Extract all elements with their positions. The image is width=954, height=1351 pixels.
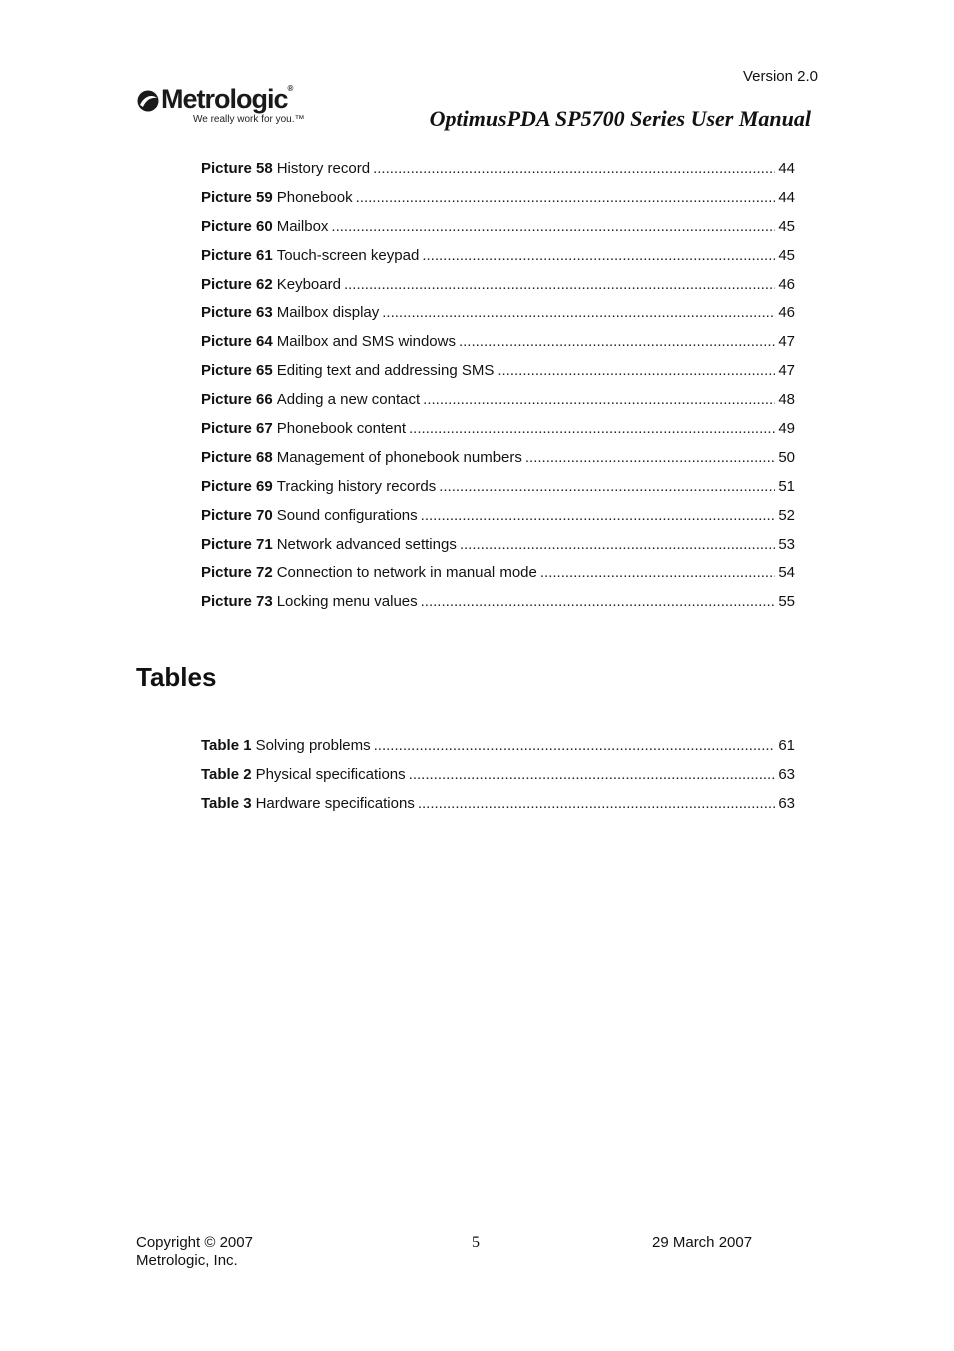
entry-page-number: 46 — [778, 275, 795, 293]
entry-page-number: 48 — [778, 391, 795, 409]
entry-title: Touch-screen keypad — [276, 246, 420, 264]
entry-page-number: 52 — [778, 506, 795, 524]
entry-title: Phonebook content — [276, 420, 406, 438]
copyright-text: Copyright © 2007 — [136, 1234, 253, 1251]
dot-leader — [540, 564, 775, 581]
entry-label: Picture 66 — [201, 391, 273, 409]
dot-leader — [418, 795, 775, 812]
toc-entry[interactable] — [201, 737, 795, 766]
entry-page-number: 53 — [778, 535, 795, 553]
footer-date: 29 March 2007 — [652, 1234, 753, 1251]
toc-entry[interactable] — [201, 449, 795, 478]
manual-title: OptimusPDA SP5700 Series User Manual — [429, 106, 811, 131]
entry-title: Mailbox display — [276, 304, 380, 322]
dot-leader — [374, 737, 776, 754]
entry-label: Picture 72 — [201, 564, 273, 582]
entry-title: Network advanced settings — [276, 535, 457, 553]
toc-entry[interactable] — [201, 247, 795, 276]
entry-title: Mailbox and SMS windows — [276, 333, 456, 351]
entry-page-number: 47 — [778, 333, 795, 351]
toc-entry[interactable] — [201, 564, 795, 593]
tables-heading: Tables — [136, 662, 217, 692]
entry-page-number: 63 — [778, 794, 795, 812]
entry-title: Tracking history records — [276, 477, 437, 495]
toc-entry[interactable] — [201, 189, 795, 218]
entry-page-number: 46 — [778, 304, 795, 322]
entry-label: Table 2 — [201, 765, 252, 783]
entry-title: Keyboard — [276, 275, 341, 293]
logo-wordmark: Metrologic® — [161, 84, 294, 114]
entry-page-number: 44 — [778, 188, 795, 206]
entry-label: Picture 67 — [201, 420, 273, 438]
entry-title: Connection to network in manual mode — [276, 564, 537, 582]
toc-entry[interactable] — [201, 333, 795, 362]
entry-page-number: 63 — [778, 765, 795, 783]
entry-label: Picture 70 — [201, 506, 273, 524]
toc-entry[interactable] — [201, 420, 795, 449]
version-label: Version 2.0 — [742, 68, 818, 85]
entry-label: Picture 64 — [201, 333, 273, 351]
entry-page-number: 45 — [778, 217, 795, 235]
entry-title: Physical specifications — [255, 765, 406, 783]
entry-label: Picture 60 — [201, 217, 273, 235]
entry-label: Picture 69 — [201, 477, 273, 495]
entry-title: Sound configurations — [276, 506, 418, 524]
toc-entry[interactable] — [201, 304, 795, 333]
entry-page-number: 54 — [778, 564, 795, 582]
entry-title: Management of phonebook numbers — [276, 448, 522, 466]
toc-entry[interactable] — [201, 362, 795, 391]
dot-leader — [497, 362, 775, 379]
entry-label: Picture 62 — [201, 275, 273, 293]
company-text: Metrologic, Inc. — [136, 1252, 238, 1269]
dot-leader — [423, 391, 775, 408]
toc-entry[interactable] — [201, 766, 795, 795]
entry-label: Table 1 — [201, 737, 252, 754]
entry-label: Picture 58 — [201, 160, 273, 177]
entry-page-number: 45 — [778, 246, 795, 264]
entry-page-number: 61 — [778, 737, 795, 754]
toc-entry[interactable] — [201, 391, 795, 420]
dot-leader — [373, 160, 775, 177]
entry-title: Adding a new contact — [276, 391, 421, 409]
table-list — [201, 737, 795, 824]
entry-label: Picture 73 — [201, 593, 273, 611]
entry-page-number: 49 — [778, 420, 795, 438]
entry-page-number: 47 — [778, 362, 795, 380]
entry-title: Hardware specifications — [255, 794, 415, 812]
dot-leader — [460, 536, 775, 553]
metrologic-logo — [137, 86, 317, 130]
dot-leader — [409, 766, 776, 783]
entry-label: Picture 59 — [201, 188, 273, 206]
page-number: 5 — [472, 1234, 480, 1251]
entry-label: Picture 71 — [201, 535, 273, 553]
entry-label: Picture 65 — [201, 362, 273, 380]
toc-entry[interactable] — [201, 507, 795, 536]
dot-leader — [439, 478, 775, 495]
entry-title: Locking menu values — [276, 593, 418, 611]
entry-page-number: 55 — [778, 593, 795, 611]
dot-leader — [344, 276, 775, 293]
toc-entry[interactable] — [201, 536, 795, 565]
logo-tagline: We really work for you.™ — [193, 114, 305, 125]
entry-page-number: 44 — [778, 160, 795, 177]
dot-leader — [356, 189, 776, 206]
entry-title: Solving problems — [255, 737, 371, 754]
entry-title: History record — [276, 160, 371, 177]
entry-page-number: 51 — [778, 477, 795, 495]
dot-leader — [421, 507, 776, 524]
dot-leader — [459, 333, 775, 350]
dot-leader — [382, 304, 775, 321]
logo-mark-icon — [137, 90, 159, 112]
entry-page-number: 50 — [778, 448, 795, 466]
entry-title: Phonebook — [276, 188, 353, 206]
toc-entry[interactable] — [201, 478, 795, 507]
dot-leader — [409, 420, 775, 437]
entry-title: Editing text and addressing SMS — [276, 362, 495, 380]
dot-leader — [421, 593, 776, 610]
dot-leader — [331, 218, 775, 235]
toc-entry[interactable] — [201, 160, 795, 189]
toc-entry[interactable] — [201, 593, 795, 622]
toc-entry[interactable] — [201, 276, 795, 305]
entry-title: Mailbox — [276, 217, 329, 235]
entry-label: Picture 63 — [201, 304, 273, 322]
entry-label: Picture 68 — [201, 448, 273, 466]
toc-entry[interactable] — [201, 795, 795, 824]
entry-label: Picture 61 — [201, 246, 273, 264]
dot-leader — [422, 247, 775, 264]
picture-list — [201, 160, 795, 622]
entry-label: Table 3 — [201, 794, 252, 812]
dot-leader — [525, 449, 775, 466]
toc-entry[interactable] — [201, 218, 795, 247]
footer-copyright — [136, 1234, 253, 1270]
